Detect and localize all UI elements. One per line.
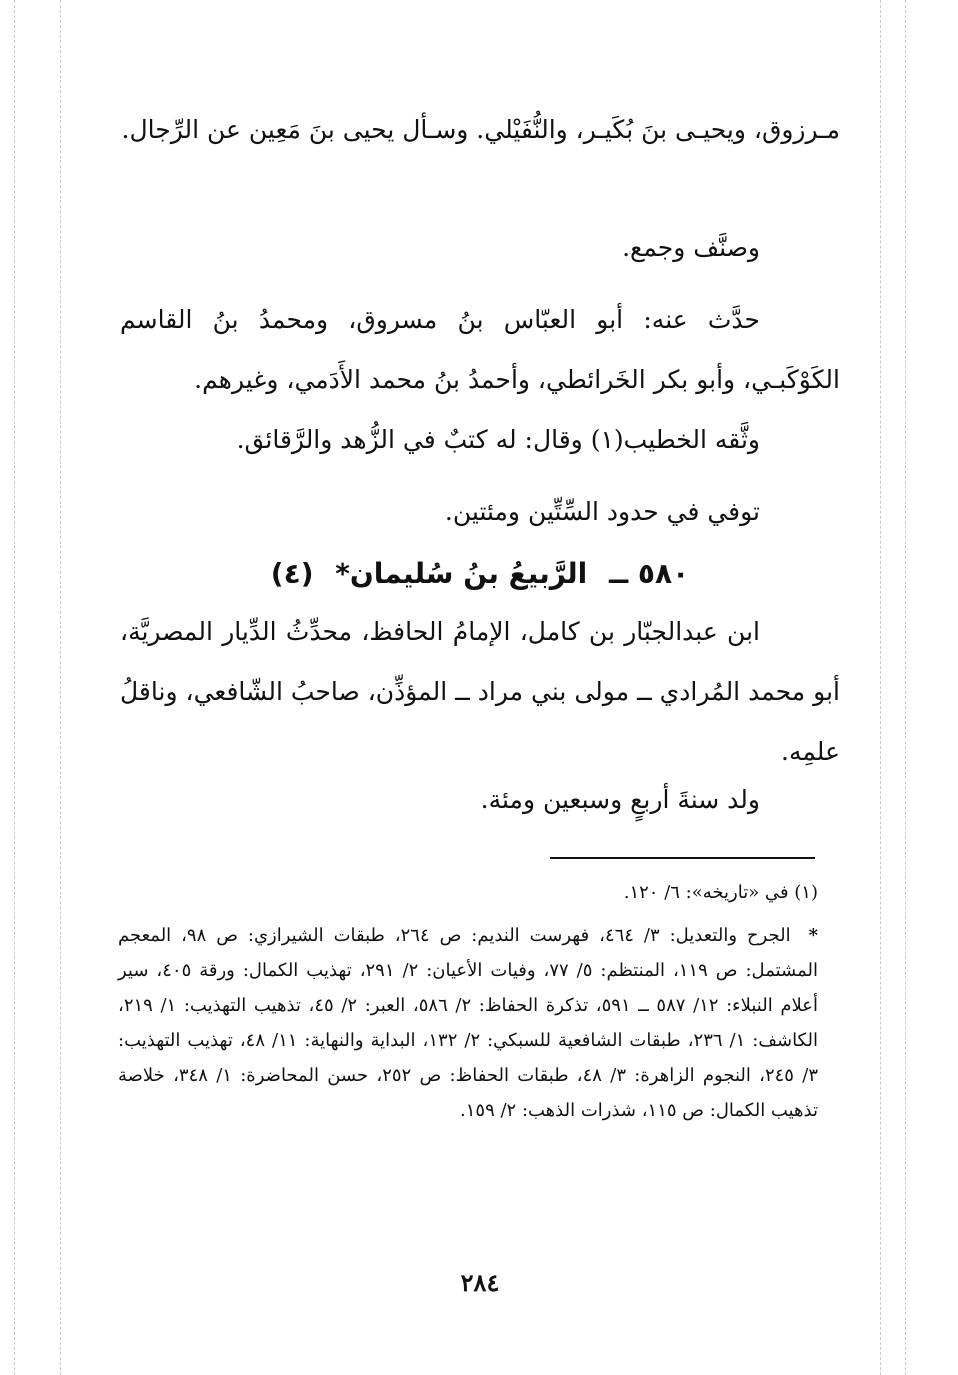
footnote-sources — [118, 918, 818, 1128]
body-paragraph — [120, 602, 840, 782]
body-paragraph — [120, 410, 840, 470]
paragraph-text: توفي في حدود السِّتِّين ومئتين. — [444, 497, 760, 526]
body-paragraph — [120, 290, 840, 410]
scan-margin-line — [14, 0, 15, 1375]
paragraph-text: مـرزوق، ويحيـى بنَ بُكَيـر، والنُّفَيْلي. وسـأل يحيى بنَ مَعِين عن الرِّجال. — [121, 115, 840, 144]
paragraph-text: وصنَّف وجمع. — [622, 233, 760, 262]
sources-marker: * — [808, 925, 818, 946]
body-paragraph — [120, 770, 840, 830]
scan-margin-line — [880, 0, 881, 1375]
sources-text: الجرح والتعديل: ٣/ ٤٦٤، فهرست النديم: ص ٢٦٤، طبقات الشيرازي: ص ٩٨، المعجم المشتمل: ص ١١٩، المنتظم: ٥/ ٧٧، وفيات الأعيان: ٢/ ٢٩١، تهذيب الكمال: ورقة ٤٠٥، سير أعلام النبلاء: ١٢/ ٥٨٧ ــ ٥٩١، تذكرة الحفاظ: ٢/ ٥٨٦، العبر: ٢/ ٤٥، تذهيب التهذيب: ١/ ٢١٩، الكاشف: ١/ ٢٣٦، طبقات الشافعية للسبكي: ٢/ ١٣٢، البداية والنهاية: ١١/ ٤٨، تهذيب التهذيب: ٣/ ٢٤٥، النجوم الزاهرة: ٣/ ٤٨، طبقات الحفاظ: ص ٢٥٢، حسن المحاضرة: ١/ ٣٤٨، خلاصة تذهيب الكمال: ص ١١٥، شذرات الذهب: ٢/ ١٥٩. — [118, 925, 819, 1121]
scan-margin-line — [60, 0, 61, 1375]
entry-heading — [120, 548, 840, 600]
footnote-1: (١) في «تاريخه»: ٦/ ١٢٠. — [623, 882, 818, 903]
entry-number: ٥٨٠ ــ — [609, 557, 690, 590]
footnotes-section — [118, 875, 818, 1128]
paragraph-text: ولد سنةَ أربعٍ وسبعين ومئة. — [480, 785, 760, 814]
scan-margin-line — [905, 0, 906, 1375]
body-paragraph — [120, 218, 840, 278]
entry-tag: (٤) — [270, 557, 314, 590]
body-paragraph — [120, 482, 840, 542]
paragraph-text: حدَّث عنه: أبو العبّاس بنُ مسروق، ومحمدُ بنُ القاسم الكَوْكَبـي، وأبو بكر الخَرائطي، وأحمدُ بنُ محمد الأَدَمي، وغيرهم. — [120, 305, 840, 394]
paragraph-text: وثَّقه الخطيب(١) وقال: له كتبٌ في الزُّهد والرَّقائق. — [236, 425, 760, 454]
entry-name: الرَّبيعُ بنُ سُليمان* — [335, 557, 588, 590]
footnote-divider — [550, 857, 815, 859]
body-paragraph — [120, 100, 840, 160]
page-number: ٢٨٤ — [460, 1268, 500, 1297]
paragraph-text: ابن عبدالجبّار بن كامل، الإمامُ الحافظ، محدِّثُ الدِّيار المصريَّة، أبو محمد المُرادي ــ مولى بني مراد ــ المؤذِّن، صاحبُ الشّافعي، وناقلُ علمِه. — [120, 617, 840, 766]
